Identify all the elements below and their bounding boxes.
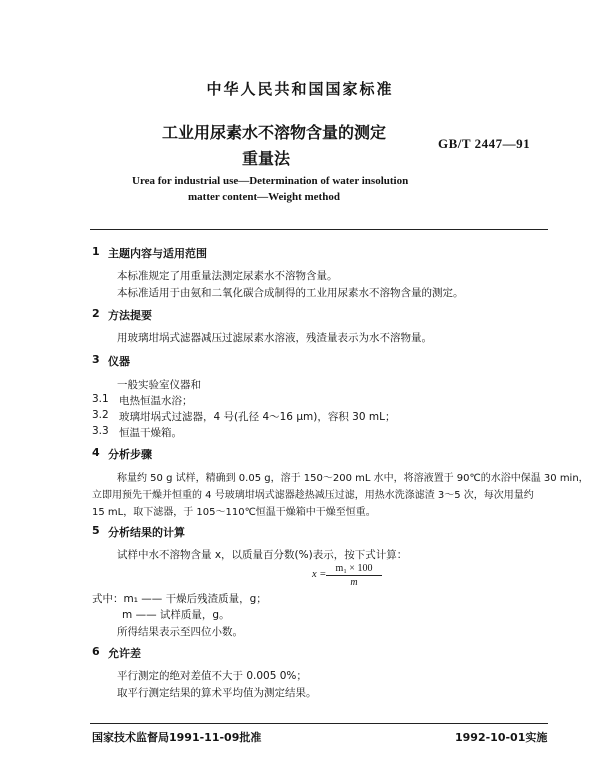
section-3-number: 3 [92, 353, 100, 366]
title-line-1: 工业用尿素水不溶物含量的测定 [162, 123, 387, 142]
formula-denominator: m [350, 577, 358, 588]
section-6-para-2: 取平行测定结果的算术平均值为测定结果。 [117, 687, 317, 699]
approval-date: 国家技术监督局1991-11-09批准 [92, 731, 262, 744]
section-6-para-1: 平行测定的绝对差值不大于 0.005 0%； [117, 670, 307, 682]
section-3-intro: 一般实验室仪器和 [117, 379, 201, 391]
formula-where-1: 式中：m₁ —— 干燥后残渣质量，g； [92, 593, 267, 605]
title-line-2: 重量法 [242, 149, 291, 168]
section-3-title: 仪器 [108, 355, 130, 368]
section-2-title: 方法提要 [108, 309, 152, 322]
item-3-2-number: 3.2 [92, 409, 109, 421]
section-1-title: 主题内容与适用范围 [108, 247, 207, 260]
formula-where-2: m —— 试样质量，g。 [122, 609, 230, 621]
section-4-line-2: 立即用预先干燥并恒重的 4 号玻璃坩埚式滤器趁热减压过滤，用热水洗涤滤渣 3～5 次，每次用量约 [92, 490, 534, 501]
section-4-title: 分析步骤 [108, 448, 152, 461]
standard-number: GB/T 2447—91 [438, 136, 531, 151]
english-title-line-2: matter content—Weight method [188, 191, 340, 203]
section-5-title: 分析结果的计算 [108, 526, 185, 539]
section-5-para-1: 试样中水不溶物含量 x，以质量百分数(%)表示，按下式计算： [117, 549, 408, 561]
section-1-number: 1 [92, 245, 100, 258]
effective-date: 1992-10-01实施 [455, 731, 548, 744]
item-3-1-text: 电热恒温水浴； [119, 395, 193, 407]
english-title-line-1: Urea for industrial use—Determination of water insolution [132, 175, 409, 187]
formula-fraction [326, 563, 382, 588]
footer-divider [90, 723, 548, 724]
section-2-para-1: 用玻璃坩埚式滤器减压过滤尿素水溶液，残渣量表示为水不溶物量。 [117, 332, 432, 344]
header-divider [90, 229, 548, 230]
section-5-para-2: 所得结果表示至四位小数。 [117, 626, 243, 638]
item-3-1-number: 3.1 [92, 393, 109, 405]
item-3-3-number: 3.3 [92, 425, 109, 437]
formula-lhs: x = [312, 569, 327, 580]
issuing-authority: 中华人民共和国国家标准 [206, 80, 394, 98]
section-6-number: 6 [92, 645, 100, 658]
section-5-number: 5 [92, 524, 100, 537]
formula-numerator: m₁ × 100 [326, 563, 382, 576]
section-6-title: 允许差 [108, 647, 141, 660]
section-1-para-2: 本标准适用于由氨和二氧化碳合成制得的工业用尿素水不溶物含量的测定。 [117, 287, 464, 299]
section-1-para-1: 本标准规定了用重量法测定尿素水不溶物含量。 [117, 270, 338, 282]
section-2-number: 2 [92, 307, 100, 320]
section-4-number: 4 [92, 446, 100, 459]
section-4-line-3: 15 mL，取下滤器，于 105～110℃恒温干燥箱中干燥至恒重。 [92, 507, 376, 518]
section-4-line-1: 称量约 50 g 试样，精确到 0.05 g，溶于 150～200 mL 水中，将溶液置于 90℃的水浴中保温 30 min， [117, 473, 589, 484]
item-3-2-text: 玻璃坩埚式过滤器，4 号(孔径 4～16 μm)，容积 30 mL； [119, 411, 396, 423]
item-3-3-text: 恒温干燥箱。 [119, 427, 182, 439]
